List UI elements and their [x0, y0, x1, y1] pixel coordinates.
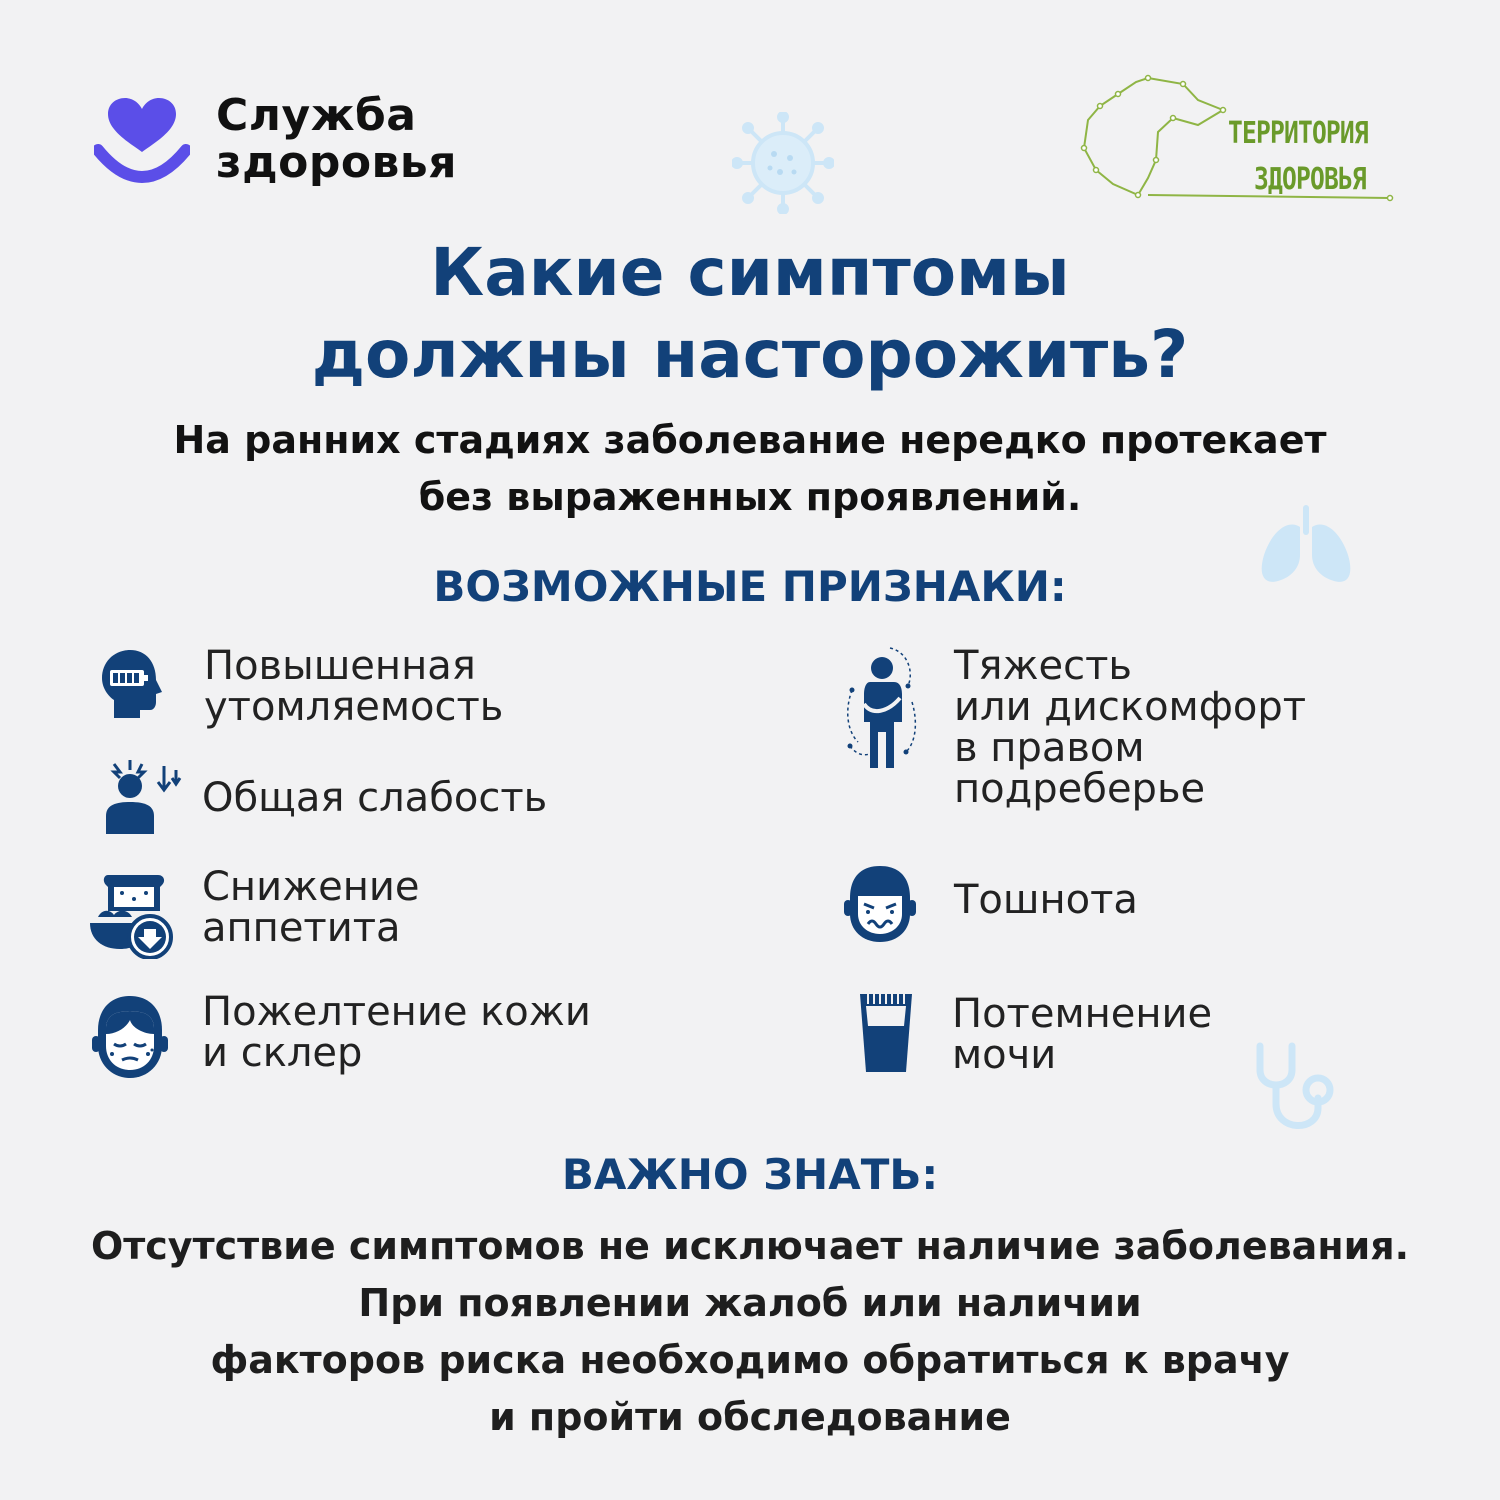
symptom-item	[840, 642, 1400, 822]
symptom-line: Общая слабость	[202, 775, 548, 821]
symptom-item	[842, 862, 1362, 947]
symptom-text	[202, 989, 591, 1076]
signs-heading: ВОЗМОЖНЫЕ ПРИЗНАКИ:	[433, 562, 1067, 611]
heart-smile-icon	[94, 92, 190, 188]
symptom-line: Снижение	[202, 864, 420, 910]
page-title	[0, 232, 1500, 396]
partner-logo	[1078, 70, 1408, 210]
brand-name-line2: здоровья	[216, 137, 457, 188]
important-line2: При появлении жалоб или наличии	[358, 1281, 1142, 1325]
partner-name-line1: ТЕРРИТОРИЯ	[1228, 116, 1368, 151]
symptom-line: мочи	[952, 1032, 1057, 1078]
important-text	[0, 1218, 1500, 1446]
brand-name-line1: Служба	[216, 90, 417, 141]
tired-head-battery-icon	[100, 648, 162, 720]
weak-person-icon	[100, 760, 182, 836]
symptom-line: и склер	[202, 1030, 363, 1076]
important-line1: Отсутствие симптомов не исключает наличие заболевания.	[90, 1224, 1410, 1268]
brand-name	[216, 92, 457, 186]
symptom-item	[92, 990, 652, 1085]
page-title-line2: должны насторожить?	[311, 316, 1189, 393]
stethoscope-icon	[1252, 1040, 1342, 1140]
virus-icon	[732, 112, 834, 214]
symptom-text	[954, 643, 1307, 812]
person-side-pain-icon	[842, 642, 922, 772]
important-line3: факторов риска необходимо обратиться к врачу	[210, 1338, 1290, 1382]
partner-name-line2: ЗДОРОВЬЯ	[1254, 162, 1366, 197]
symptom-line: или дискомфорт	[954, 684, 1307, 730]
symptom-item	[96, 642, 616, 732]
brand-logo	[94, 92, 494, 202]
symptom-line: Тяжесть	[954, 643, 1133, 689]
symptom-line: Пожелтение кожи	[202, 989, 591, 1035]
symptom-line: утомляемость	[204, 684, 504, 730]
important-line4: и пройти обследование	[489, 1395, 1011, 1439]
food-appetite-down-icon	[88, 871, 174, 959]
symptom-line: в правом	[954, 725, 1145, 771]
nauseous-face-icon	[844, 864, 916, 944]
symptom-line: подреберье	[954, 766, 1206, 812]
symptom-item	[88, 865, 608, 960]
urine-cup-icon	[858, 992, 914, 1074]
symptom-text	[202, 775, 548, 821]
symptom-line: Потемнение	[952, 991, 1213, 1037]
symptom-line: аппетита	[202, 905, 401, 951]
symptom-line: Тошнота	[954, 877, 1138, 923]
page-title-line1: Какие симптомы	[430, 234, 1070, 311]
symptom-text	[952, 991, 1213, 1078]
symptom-item	[96, 760, 616, 840]
yellow-face-icon	[92, 994, 168, 1080]
symptom-text	[204, 643, 504, 730]
subtitle-line1: На ранних стадиях заболевание нередко протекает	[173, 418, 1327, 462]
symptom-text	[202, 864, 420, 951]
important-heading: ВАЖНО ЗНАТЬ:	[561, 1150, 939, 1199]
symptom-text	[954, 877, 1138, 923]
symptom-item	[852, 990, 1272, 1085]
subtitle-line2: без выраженных проявлений.	[418, 475, 1082, 519]
symptom-line: Повышенная	[204, 643, 476, 689]
